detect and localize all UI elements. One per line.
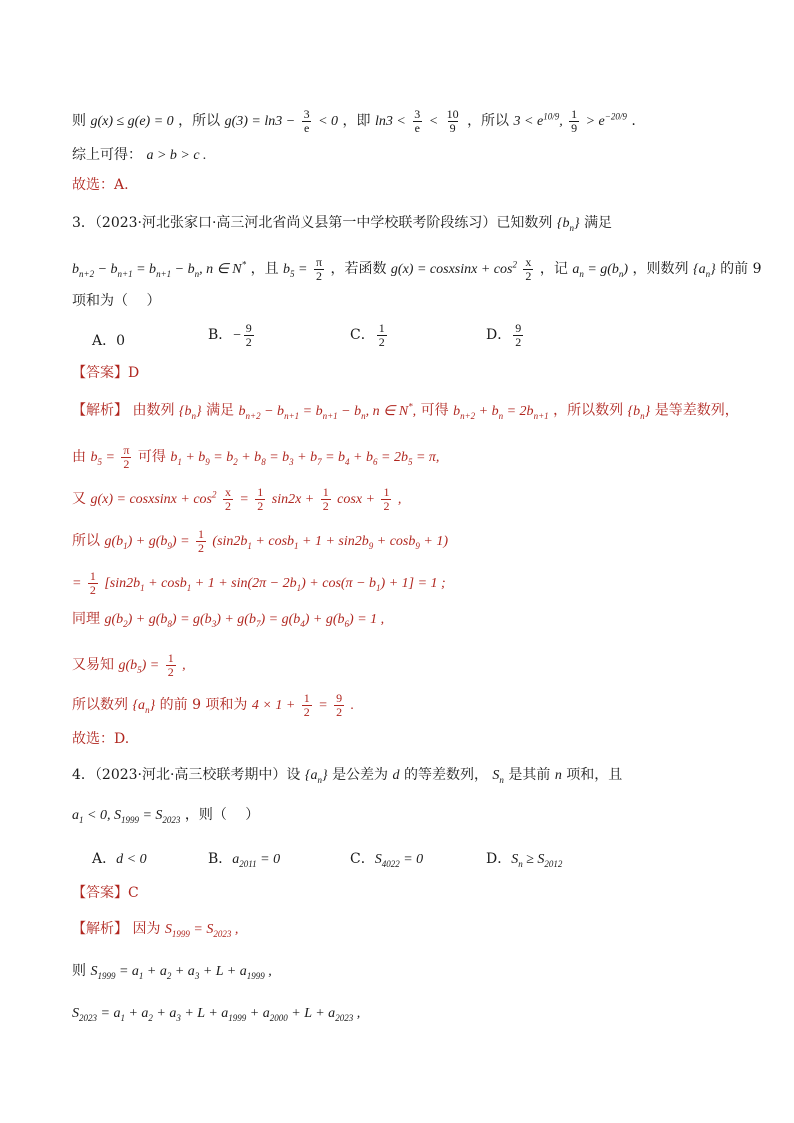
question-4-head: 4．（2023·河北·高三校联考期中）设 $\{a_n\}$ 是公差为 d 的等差数列， $S_n$ 是其前 n 项和，且 bbox=[72, 767, 623, 785]
analysis-3: 【解析】 由数列 $\{b_n\}$ 满足 $b_{n+2} - b_{n+1} = b_{n+1} - b_n$, n ∈ N*, 可得 $b_{n+2} + b_n = 2b_{n+1}$ ，所以数列 $\{b_n\}$ 是等差数列， bbox=[72, 401, 739, 421]
math-inequality: g(x) ≤ g(e) = 0 bbox=[90, 114, 174, 130]
question-4-condition: $a_1 < 0$, $S_{1999} = S_{2023}$ ，则（ ） bbox=[72, 807, 260, 825]
line-summary: 综上可得： a > b > c . bbox=[72, 147, 207, 163]
q4-choice-d: D．$S_n \ge S_{2012}$ bbox=[486, 851, 563, 869]
q4-choice-c: C．$S_{4022} = 0$ bbox=[350, 851, 424, 869]
step-6: 又易知 $g(b_5)$ = $\frac{1}{2}$ , bbox=[72, 651, 186, 679]
step-7: 所以数列 $\{a_n\}$ 的前 9 项和为 4 × 1 + $\frac{1}{2}$ = $\frac{9}{2}$ . bbox=[72, 691, 355, 719]
step-1: 由 $b_5$ = $\frac{\pi}{2}$ 可得 $b_1 + b_9 = b_2 + b_8 = b_3 + b_7 = b_4 + b_6 = 2b_5 = \pi$, bbox=[72, 443, 440, 471]
step-8: 故选：D. bbox=[72, 731, 130, 747]
step-2: 又 g(x) = cosxsinx + $\cos^2$ $\frac{x}{2}$ = $\frac{1}{2}$ sin2x + $\frac{1}{2}$ cosx + $\frac{1}{2}$ , bbox=[72, 485, 402, 513]
answer-4: 【答案】C bbox=[72, 885, 139, 901]
q4-choice-b: B．$a_{2011} = 0$ bbox=[208, 851, 281, 869]
t-line-1: 则 $S_{1999} = a_1 + a_2 + a_3 + L + a_{1999}$ , bbox=[72, 963, 272, 981]
step-3: 所以 $g(b_1) + g(b_9)$ = $\frac{1}{2}$ $(\sin 2b_1 + \cos b_1 + 1 + \sin 2b_9 + \cos b_9 + 1)$ bbox=[72, 527, 448, 555]
t-line-2: $S_{2023} = a_1 + a_2 + a_3 + L + a_{1999} + a_{2000} + L + a_{2023}$ , bbox=[72, 1006, 361, 1023]
step-4: = $\frac{1}{2}$ $[\sin 2b_1 + \cos b_1 + 1 + \sin(2\pi - 2b_1) + \cos(\pi - b_1) + 1] = 1$ ; bbox=[72, 569, 446, 597]
analysis-4: 【解析】 因为 $S_{1999} = S_{2023}$ , bbox=[72, 921, 239, 939]
answer-3: 【答案】D bbox=[72, 365, 140, 381]
question-3-condition: $b_{n+2} - b_{n+1} = b_{n+1} - b_n$, n ∈ N* ，且 $b_5$ = $\frac{\pi}{2}$ ，若函数 g(x) = cosxsinx + $\cos^2$ $\frac{x}{2}$ ，记 $a_n = g(b_n)$ ，则数列 $\{a_n\}$ 的前 9 bbox=[72, 255, 762, 283]
question-3-head: 3．（2023·河北张家口·高三河北省尚义县第一中学校联考阶段练习）已知数列 $\{b_n\}$ 满足 bbox=[72, 215, 613, 233]
question-3-tail: 项和为（ ） bbox=[72, 293, 161, 309]
q4-choice-a: A．d < 0 bbox=[92, 851, 147, 867]
step-5: 同理 $g(b_2) + g(b_8) = g(b_3) + g(b_7) = g(b_4) + g(b_6) = 1$ , bbox=[72, 611, 385, 629]
q3-choice-a: A．0 bbox=[92, 333, 126, 349]
line-choice-a: 故选：A. bbox=[72, 177, 129, 193]
q3-choice-c: C． $\frac{1}{2}$ bbox=[350, 321, 385, 349]
line-conclusion-g: 则 g(x) ≤ g(e) = 0 ，所以 g(3) = ln3 − $\frac{3}{e}$ < 0 ，即 ln3 < $\frac{3}{e}$ < $\frac{10}{9}$ ，所以 $3 < e^{10/9}$, $\frac{1}{9}$ > $e^{-20/9}$ . bbox=[72, 107, 636, 135]
q3-choice-b: B．− $\frac{9}{2}$ bbox=[208, 321, 252, 349]
q3-choice-d: D． $\frac{9}{2}$ bbox=[486, 321, 522, 349]
